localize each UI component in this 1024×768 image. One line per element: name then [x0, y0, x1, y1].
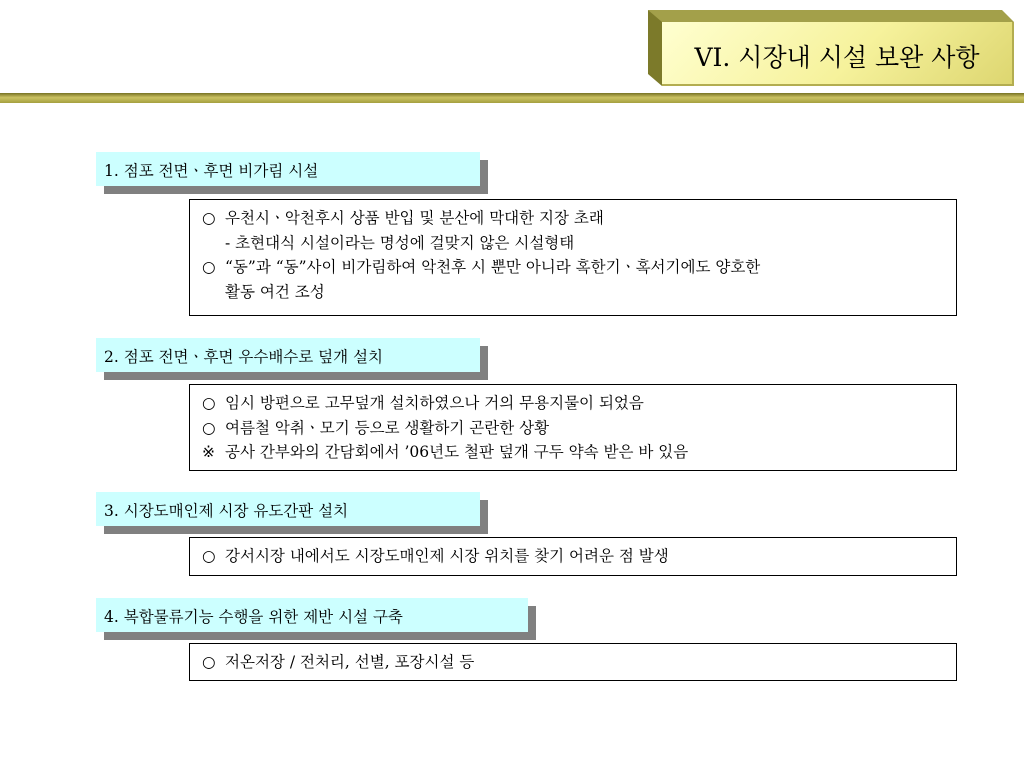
bullet-circle-icon: ○	[202, 209, 216, 227]
gold-divider-bar	[0, 93, 1024, 103]
section-2-line-1	[202, 391, 946, 416]
title-plaque-side-bevel	[648, 10, 662, 86]
section-1-line-2: - 초현대식 시설이라는 명성에 걸맞지 않은 시설형태	[225, 233, 575, 252]
section-4-line-1-text: 저온저장 / 전처리, 선별, 포장시설 등	[225, 653, 475, 671]
title-plaque-face	[662, 22, 1014, 86]
bullet-circle-icon: ○	[202, 258, 216, 276]
section-1-line-1	[202, 206, 946, 231]
section-4-heading-box	[96, 598, 528, 632]
section-1-line-1-text: 우천시ㆍ악천후시 상품 반입 및 분산에 막대한 지장 초래	[225, 209, 604, 227]
section-2-line-2	[202, 416, 946, 441]
section-1-heading: 1. 점포 전면ㆍ후면 비가림 시설	[104, 162, 319, 180]
section-4-line-1	[202, 650, 946, 675]
section-2-line-2-text: 여름철 악취ㆍ모기 등으로 생활하기 곤란한 상황	[225, 418, 550, 437]
bullet-circle-icon: ○	[202, 653, 216, 671]
section-2-heading: 2. 점포 전면ㆍ후면 우수배수로 덮개 설치	[104, 348, 383, 366]
section-1-content-box	[189, 199, 957, 316]
section-2-content-box	[189, 384, 957, 471]
section-3-heading-box	[96, 492, 480, 526]
section-2-line-1-text: 임시 방편으로 고무덮개 설치하였으나 거의 무용지물이 되었음	[225, 394, 644, 412]
section-2-heading-box	[96, 338, 480, 372]
section-3-line-1-text: 강서시장 내에서도 시장도매인제 시장 위치를 찾기 어려운 점 발생	[225, 547, 669, 565]
bullet-circle-icon: ○	[202, 418, 216, 437]
title-plaque-top-bevel	[648, 10, 1014, 22]
page-title: VI. 시장내 시설 보완 사항	[694, 43, 980, 72]
section-4-content-box	[189, 643, 957, 681]
bullet-circle-icon: ○	[202, 547, 216, 565]
section-1-line-3	[202, 255, 946, 280]
section-1-line-4: 활동 여건 조성	[225, 282, 325, 301]
section-3-heading: 3. 시장도매인제 시장 유도간판 설치	[104, 502, 349, 520]
section-2-line-3	[202, 440, 946, 465]
section-1-line-3-text: “동”과 “동”사이 비가림하여 악천후 시 뿐만 아니라 혹한기ㆍ혹서기에도 양호한	[225, 258, 761, 276]
bullet-circle-icon: ○	[202, 394, 216, 412]
section-3-line-1	[202, 544, 946, 569]
reference-mark-icon: ※	[202, 443, 215, 461]
section-2-line-3-text: 공사 간부와의 간담회에서 ’06년도 철판 덮개 구두 약속 받은 바 있음	[225, 443, 689, 461]
title-plaque	[648, 10, 1014, 86]
section-3-content-box	[189, 537, 957, 576]
section-4-heading: 4. 복합물류기능 수행을 위한 제반 시설 구축	[104, 608, 403, 626]
section-1-heading-box	[96, 152, 480, 186]
